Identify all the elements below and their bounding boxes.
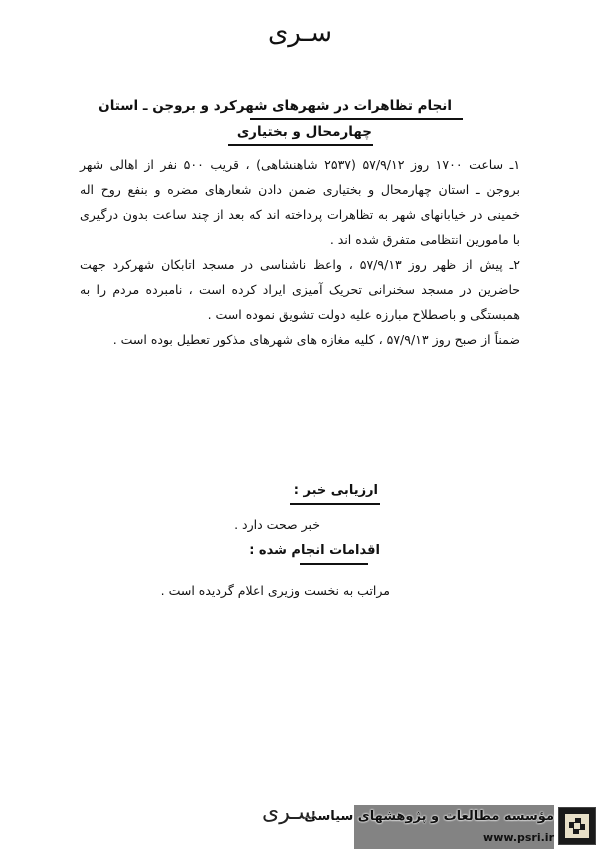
classification-top: سـری — [267, 18, 333, 48]
publisher-url: www.psri.ir — [483, 831, 554, 844]
document-subtitle: چهارمحال و بختیاری — [236, 124, 372, 140]
assessment-underline — [290, 503, 380, 505]
paragraph-1: ۱ـ ساعت ۱۷۰۰ روز ۵۷/۹/۱۲ (۲۵۳۷ شاهنشاهی) ، قریب ۵۰۰ نفر از اهالی شهر بروجن ـ استان چهارمحال و بختیاری ضمن دادن شعارهای مضره و بنفع روح اله خمینی در خیابانهای شهر به تظاهرات پرداخته اند که بعد از چند ساعت بدون درگیری با مامورین انتظامی متفرق شده اند . — [80, 157, 521, 247]
actions-value: مراتب به نخست وزیری اعلام گردیده است . — [160, 583, 390, 598]
assessment-label: ارزیابی خبر : — [293, 483, 378, 498]
classification-bottom: سـری — [262, 800, 317, 825]
title-underline — [250, 118, 463, 120]
psri-logo-icon — [558, 807, 596, 845]
publisher-watermark — [304, 805, 600, 859]
subtitle-underline — [228, 144, 373, 146]
actions-underline — [300, 563, 368, 565]
document-body — [80, 152, 520, 352]
document-title: انجام تظاهرات در شهرهای شهرکرد و بروجن ـ استان — [98, 98, 452, 114]
actions-label: اقدامات انجام شده : — [249, 543, 380, 558]
assessment-value: خبر صحت دارد . — [234, 517, 320, 532]
publisher-name: مؤسسه مطالعات و پژوهشهای سیاسی — [304, 809, 554, 824]
paragraph-2: ۲ـ پیش از ظهر روز ۵۷/۹/۱۳ ، واعظ ناشناسی در مسجد اتابکان شهرکرد جهت حاضرین در مسجد سخنرانی تحریک آمیزی ایراد کرده است ، نامبرده مردم را به همبستگی و باصطلاح مبارزه علیه دولت تشویق نموده است . — [80, 257, 520, 322]
paragraph-3: ضمناً از صبح روز ۵۷/۹/۱۳ ، کلیه مغازه های شهرهای مذکور تعطیل بوده است . — [112, 332, 520, 347]
